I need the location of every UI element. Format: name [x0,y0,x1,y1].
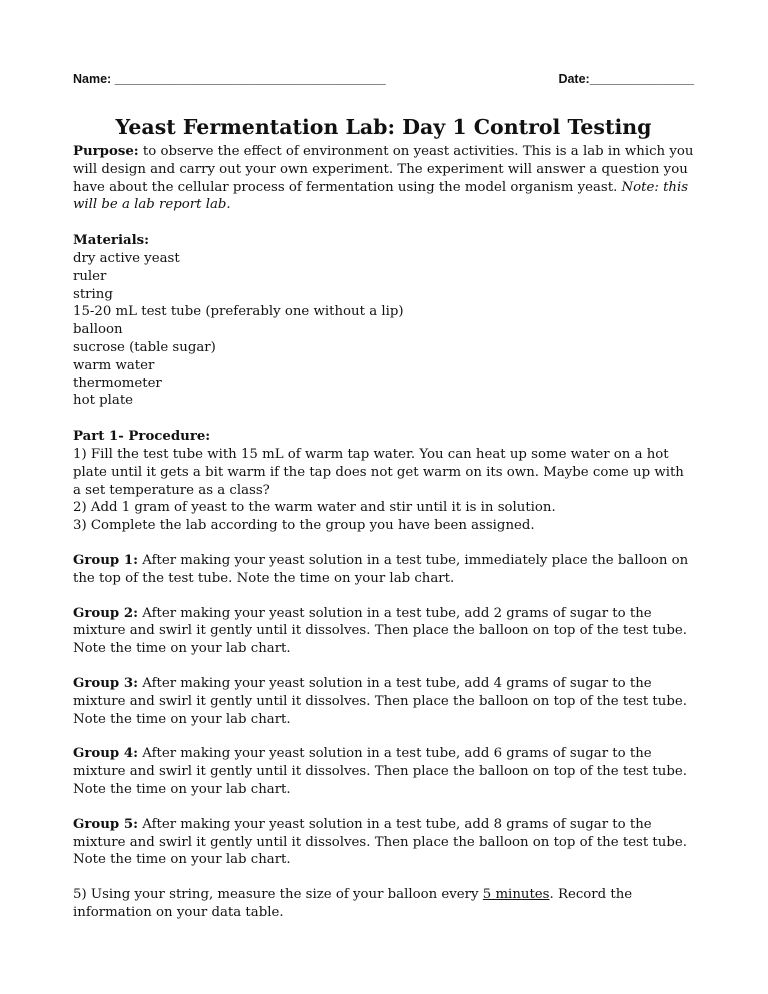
header-row [73,72,694,96]
materials-item: dry active yeast [73,250,180,266]
final-step-before: 5) Using your string, measure the size of your balloon every [73,887,483,903]
purpose-note: Note: this will be a lab report lab. [73,179,689,213]
group-label: Group 1: [73,552,138,568]
procedure-heading [73,428,694,446]
final-step-paragraph [73,886,694,922]
final-step-underlined: 5 minutes [482,887,550,903]
document-title: Yeast Fermentation Lab: Day 1 Control Testing [115,115,652,139]
group-5-paragraph [73,816,694,869]
materials-item: warm water [73,357,155,373]
name-field: Name: _______________________________________ [73,72,386,86]
procedure-step: 1) Fill the test tube with 15 mL of warm tap water. You can heat up some water on a hot plate until it gets a bit warm if the tap does not get warm on its own. Maybe come up with a set temperature as a class? [73,446,684,498]
materials-item: balloon [73,322,123,338]
group-2-paragraph [73,605,694,658]
group-label: Group 3: [73,675,138,691]
group-label: Group 5: [73,816,138,832]
materials-list [73,250,694,410]
procedure-step: 2) Add 1 gram of yeast to the warm water and stir until it is in solution. [73,500,556,516]
materials-item: ruler [73,268,107,284]
materials-item: thermometer [73,375,162,391]
final-step-after: . Record the information on your data table. [73,887,633,920]
group-text: After making your yeast solution in a test tube, immediately place the balloon on the top of the test tube. Note the time on your lab chart. [73,552,689,586]
procedure-step: 3) Complete the lab according to the group you have been assigned. [73,518,535,534]
group-label: Group 4: [73,746,138,762]
purpose-text: to observe the effect of environment on yeast activities. This is a lab in which you will design and carry out your own experiment. The experiment will answer a question you have about the cellular process of fermentation using the model organism yeast. [73,144,694,195]
purpose-label: Purpose: [73,144,139,159]
group-4-paragraph [73,745,694,798]
group-label: Group 2: [73,605,138,621]
materials-item: string [73,286,113,302]
group-text: After making your yeast solution in a test tube, add 2 grams of sugar to the mixture and swirl it gently until it dissolves. Then place the balloon on top of the test tube. Note the time on your lab chart. [73,605,687,657]
group-text: After making your yeast solution in a test tube, add 6 grams of sugar to the mixture and swirl it gently until it dissolves. Then place the balloon on top of the test tube. Note the time on your lab chart. [73,746,687,797]
procedure-label: Part 1- Procedure: [73,429,211,445]
materials-label: Materials: [73,233,150,249]
group-text: After making your yeast solution in a test tube, add 4 grams of sugar to the mixture and swirl it gently until it dissolves. Then place the balloon on top of the test tube. Note the time on your lab chart. [73,675,687,727]
date-field: Date:_______________ [558,72,694,86]
materials-item: 15-20 mL test tube (preferably one without a lip) [73,304,404,320]
group-1-paragraph [73,552,694,588]
purpose-paragraph [73,143,694,214]
materials-heading [73,232,694,250]
materials-item: hot plate [73,393,134,409]
group-text: After making your yeast solution in a test tube, add 8 grams of sugar to the mixture and swirl it gently until it dissolves. Then place the balloon on top of the test tube. Note the time on your lab chart. [73,816,687,868]
materials-item: sucrose (table sugar) [73,339,216,355]
group-3-paragraph [73,675,694,728]
